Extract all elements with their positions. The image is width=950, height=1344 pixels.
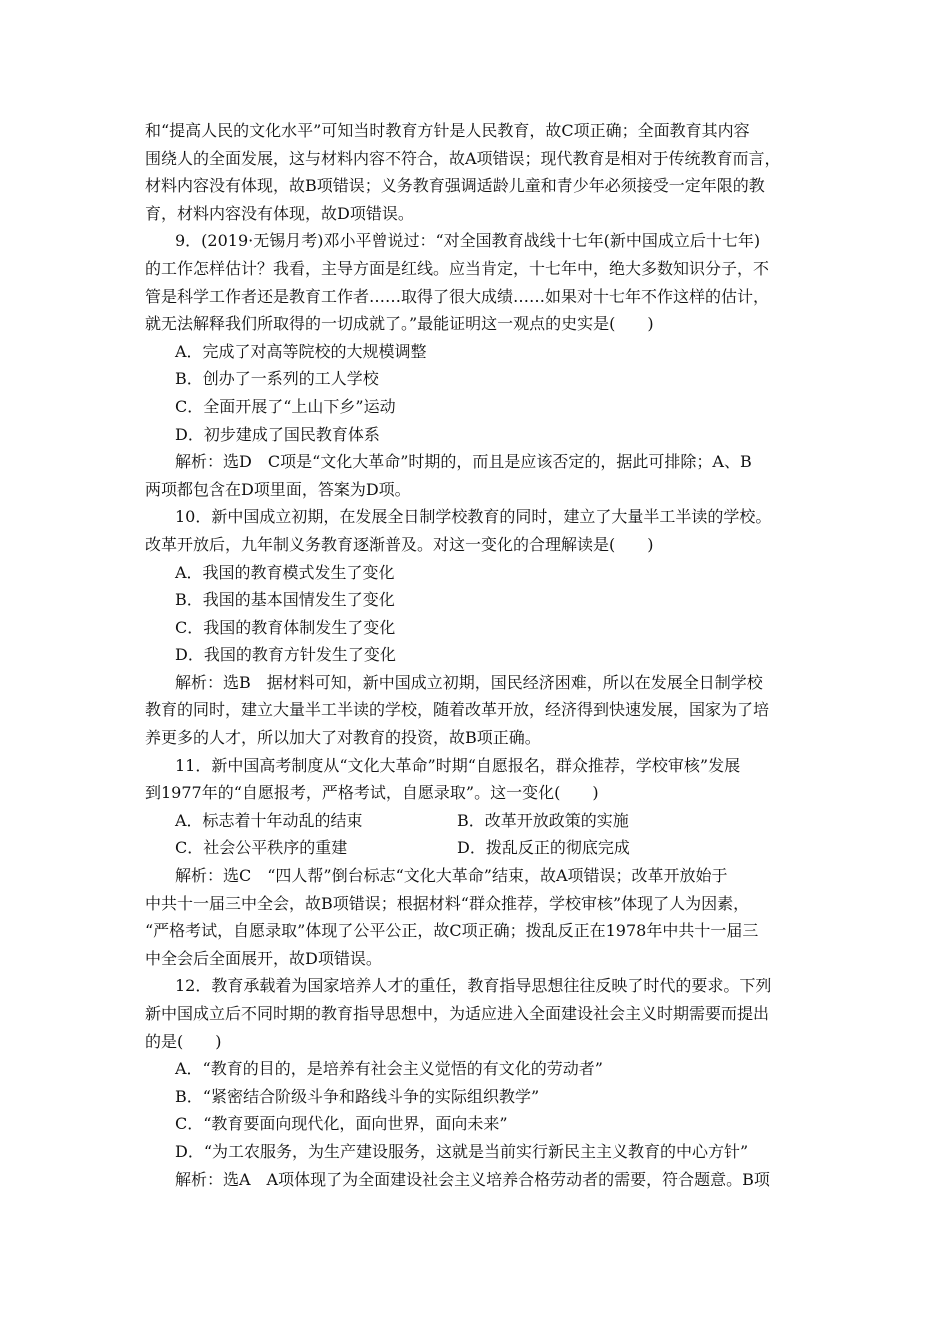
option-row — [145, 807, 815, 835]
option-c: C．“教育要面向现代化，面向世界，面向未来” — [175, 1114, 508, 1134]
text-line: 中共十一届三中全会，故B项错误；根据材料“群众推荐，学校审核”体现了人为因素， — [145, 893, 750, 913]
option-a: A．标志着十年动乱的结束 — [175, 810, 363, 830]
option-c: C．我国的教育体制发生了变化 — [175, 617, 396, 637]
text-line: 养更多的人才，所以加大了对教育的投资，故B项正确。 — [145, 728, 541, 748]
question-11-stem: 11．新中国高考制度从“文化大革命”时期“自愿报名，群众推荐，学校审核”发展 — [175, 755, 741, 775]
text-line: 和“提高人民的文化水平”可知当时教育方针是人民教育，故C项正确；全面教育其内容 — [145, 121, 750, 140]
option-b: B．创办了一系列的工人学校 — [175, 369, 379, 389]
text-line: 教育的同时，建立大量半工半读的学校，随着改革开放，经济得到快速发展，国家为了培 — [145, 700, 770, 720]
text-line: 材料内容没有体现，故B项错误；义务教育强调适龄儿童和青少年必须接受一定年限的教 — [145, 176, 765, 196]
text-line: 改革开放后，九年制义务教育逐渐普及。对这一变化的合理解读是( ) — [145, 534, 654, 554]
option-d: D．初步建成了国民教育体系 — [175, 424, 380, 444]
text-line: 育，材料内容没有体现，故D项错误。 — [145, 203, 414, 223]
option-c: C．全面开展了“上山下乡”运动 — [175, 396, 396, 416]
answer-explanation: 解析：选D C项是“文化大革命”时期的，而且是应该否定的，据此可排除；A、B — [175, 452, 752, 472]
option-a: A．完成了对高等院校的大规模调整 — [175, 341, 427, 361]
text-line: 的工作怎样估计？我看，主导方面是红线。应当肯定，十七年中，绝大多数知识分子，不 — [145, 258, 770, 278]
option-d: D．拨乱反正的彻底完成 — [457, 838, 630, 858]
text-line: 中全会后全面展开，故D项错误。 — [145, 948, 382, 968]
option-a: A．我国的教育模式发生了变化 — [175, 562, 395, 582]
option-a: A．“教育的目的，是培养有社会主义觉悟的有文化的劳动者” — [175, 1059, 603, 1079]
text-line: 两项都包含在D项里面，答案为D项。 — [145, 479, 411, 499]
option-row — [145, 834, 815, 862]
option-b: B．改革开放政策的实施 — [457, 810, 629, 830]
text-line: 围绕人的全面发展，这与材料内容不符合，故A项错误；现代教育是相对于传统教育而言， — [145, 148, 781, 168]
text-line: 就无法解释我们所取得的一切成就了。”最能证明这一观点的史实是( ) — [145, 314, 654, 334]
option-c: C．社会公平秩序的重建 — [175, 838, 348, 858]
option-d: D．我国的教育方针发生了变化 — [175, 645, 396, 665]
option-b: B．“紧密结合阶级斗争和路线斗争的实际组织教学” — [175, 1086, 540, 1106]
question-10-stem: 10．新中国成立初期，在发展全日制学校教育的同时，建立了大量半工半读的学校。 — [175, 507, 772, 527]
text-line: “严格考试，自愿录取”体现了公平公正，故C项正确；拨乱反正在1978年中共十一届三 — [145, 921, 759, 941]
text-line: 的是( ) — [145, 1031, 222, 1051]
question-9-stem: 9．(2019·无锡月考)邓小平曾说过：“对全国教育战线十七年(新中国成立后十七年) — [175, 231, 761, 251]
answer-explanation: 解析：选B 据材料可知，新中国成立初期，国民经济困难，所以在发展全日制学校 — [175, 672, 763, 692]
text-line: 新中国成立后不同时期的教育指导思想中，为适应进入全面建设社会主义时期需要而提出 — [145, 1004, 770, 1023]
answer-explanation: 解析：选C “四人帮”倒台标志“文化大革命”结束，故A项错误；改革开放始于 — [175, 866, 728, 886]
option-d: D．“为工农服务，为生产建设服务，这就是当前实行新民主主义教育的中心方针” — [175, 1141, 749, 1161]
answer-explanation: 解析：选A A项体现了为全面建设社会主义培养合格劳动者的需要，符合题意。B项 — [175, 1169, 770, 1189]
text-line: 到1977年的“自愿报考，严格考试，自愿录取”。这一变化( ) — [145, 783, 599, 803]
text-line: 管是科学工作者还是教育工作者……取得了很大成绩……如果对十七年不作这样的估计， — [145, 286, 770, 306]
question-12-stem: 12．教育承载着为国家培养人才的重任，教育指导思想往往反映了时代的要求。下列 — [175, 976, 772, 996]
option-b: B．我国的基本国情发生了变化 — [175, 590, 395, 610]
